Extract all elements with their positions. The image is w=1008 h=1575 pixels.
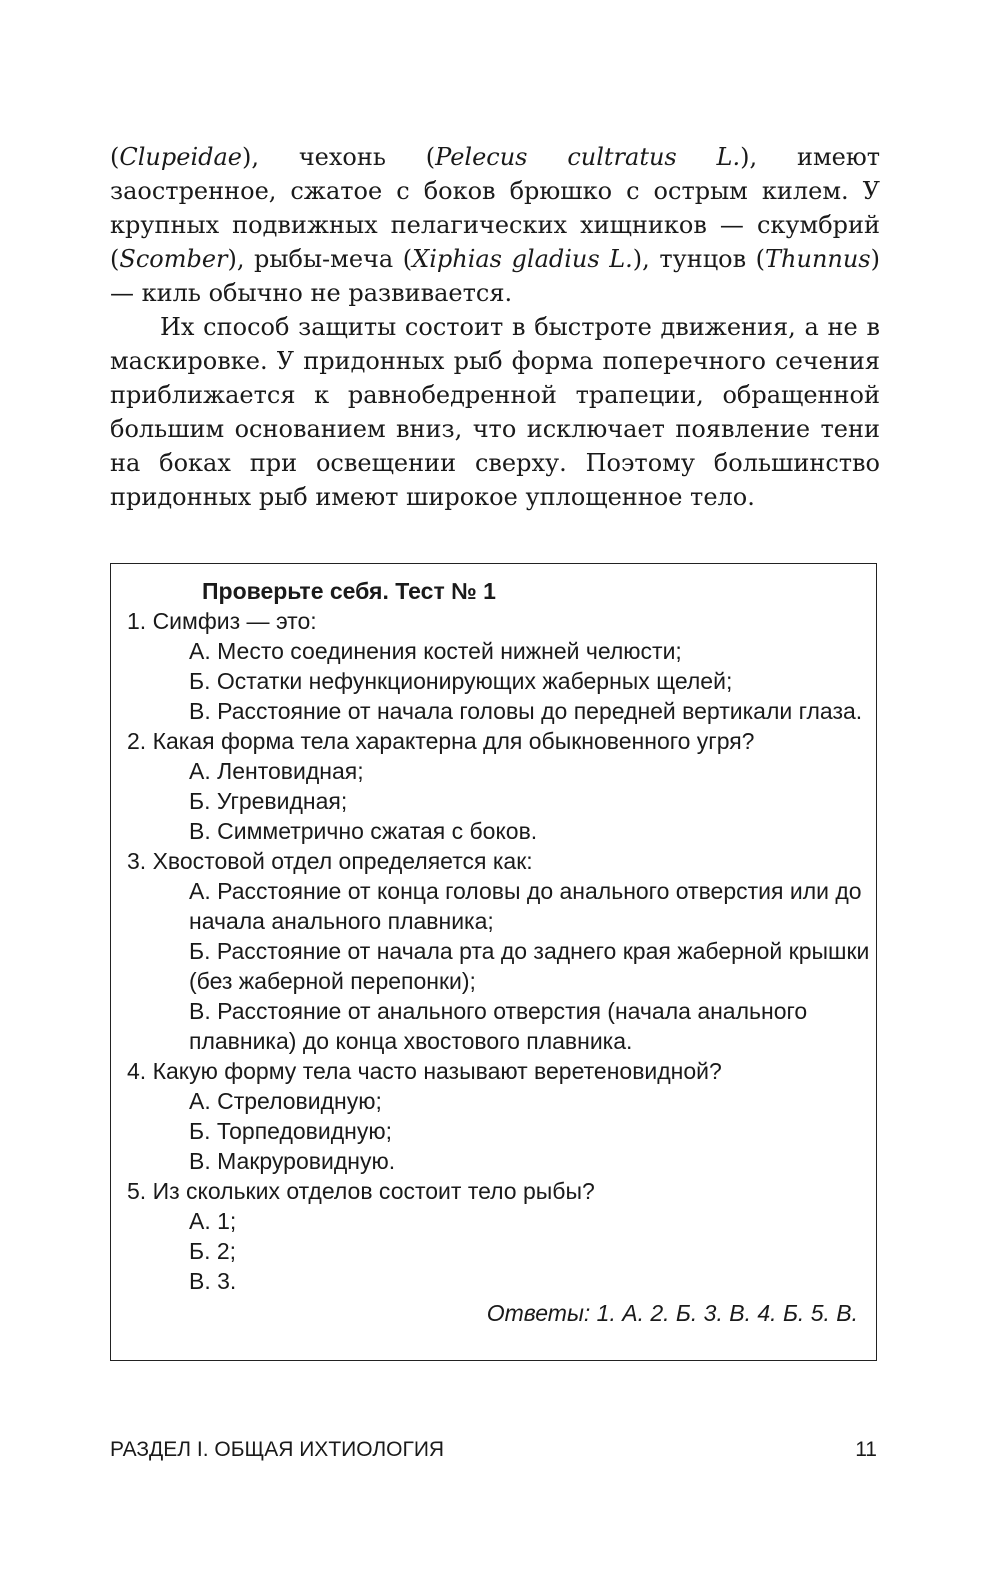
answer-option: А. 1;: [189, 1208, 237, 1234]
answer-option: Б. Торпедовидную;: [189, 1118, 392, 1144]
answer-option: В. Расстояние от анального отверстия (начала анального плавника) до конца хвостового плавника.: [189, 998, 808, 1054]
answer-option: А. Место соединения костей нижней челюсти;: [189, 638, 682, 664]
text-run: ), имеют заостренное, сжатое с боков брюшко с острым килем. У крупных подвижных пелагических хищников — скумбрий (: [110, 143, 880, 273]
answer-option: В. Симметрично сжатая с боков.: [189, 818, 538, 844]
latin-name: Thunnus: [765, 245, 871, 273]
question: 5. Из скольких отделов состоит тело рыбы?: [127, 1178, 595, 1204]
latin-name: Scomber: [119, 245, 228, 273]
latin-name: Pelecus cultratus L.: [435, 143, 741, 171]
answers-key: Ответы: 1. А. 2. Б. 3. В. 4. Б. 5. В.: [486, 1300, 858, 1326]
answer-option: А. Лентовидная;: [189, 758, 364, 784]
section-title: РАЗДЕЛ I. ОБЩАЯ ИХТИОЛОГИЯ: [110, 1438, 445, 1461]
text-run: ) — киль обычно не развивается.: [110, 245, 880, 307]
text-run: ), тунцов (: [632, 245, 766, 273]
body-text: [110, 140, 880, 514]
option-list: [127, 1086, 876, 1176]
latin-name: Clupeidae: [119, 143, 242, 171]
test-title: Проверьте себя. Тест № 1: [202, 578, 496, 604]
question: 1. Симфиз — это:: [127, 608, 317, 634]
question: 4. Какую форму тела часто называют веретеновидной?: [127, 1058, 722, 1084]
answer-option: Б. Остатки нефункционирующих жаберных щелей;: [189, 668, 733, 694]
question-list: [127, 606, 876, 1296]
page-number: 11: [855, 1438, 877, 1461]
option-list: [127, 1206, 876, 1296]
paragraph: [110, 140, 880, 310]
option-list: [127, 756, 876, 846]
text-run: (: [110, 143, 120, 171]
text-run: ), чехонь (: [242, 143, 436, 171]
answer-option: А. Стреловидную;: [189, 1088, 382, 1114]
answer-option: В. 3.: [189, 1268, 237, 1294]
self-test-box: [110, 563, 877, 1361]
text-run: ), рыбы-меча (: [227, 245, 413, 273]
answer-option: В. Расстояние от начала головы до передней вертикали глаза.: [189, 698, 863, 724]
option-list: [127, 636, 876, 726]
latin-name: Xiphias gladius L.: [412, 245, 633, 273]
answer-option: А. Расстояние от конца головы до анального отверстия или до начала анального плавника;: [189, 878, 862, 934]
paragraph: Их способ защиты состоит в быстроте движения, а не в маскировке. У придонных рыб форма поперечного сечения приближается к равнобедренной трапеции, обращенной большим основанием вниз, что исключает появление тени на боках при освещении сверху. Поэтому большинство придонных рыб имеют широкое уплощенное тело.: [110, 313, 880, 511]
answer-option: Б. 2;: [189, 1238, 237, 1264]
question: 2. Какая форма тела характерна для обыкновенного угря?: [127, 728, 755, 754]
page-footer: [110, 1438, 877, 1462]
question: 3. Хвостовой отдел определяется как:: [127, 848, 533, 874]
answer-option: Б. Расстояние от начала рта до заднего края жаберной крышки (без жаберной перепонки);: [189, 938, 870, 994]
answer-option: Б. Угревидная;: [189, 788, 348, 814]
answer-option: В. Макруровидную.: [189, 1148, 396, 1174]
option-list: [127, 876, 876, 1056]
